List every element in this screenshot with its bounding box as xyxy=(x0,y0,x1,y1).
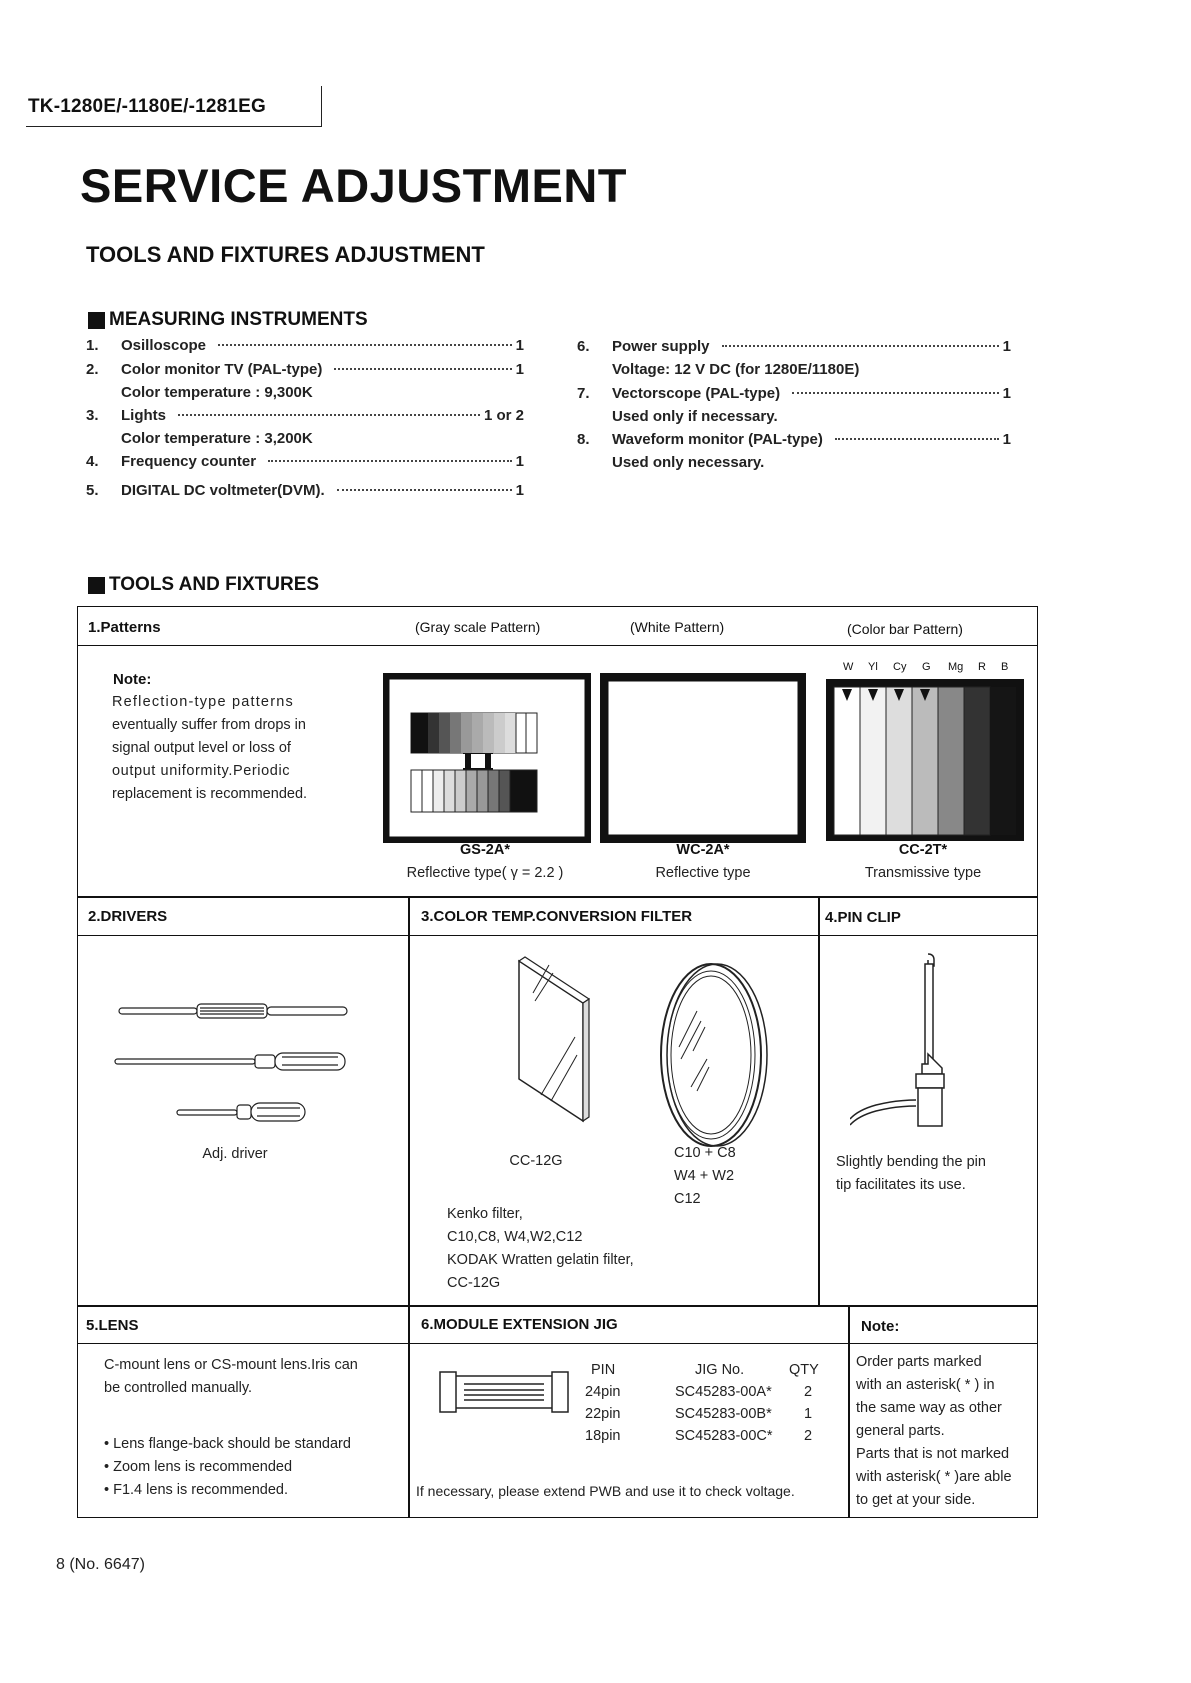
tools-heading-text: TOOLS AND FIXTURES xyxy=(109,574,320,595)
filter-description: Kenko filter, C10,C8, W4,W2,C12 KODAK Wratten gelatin filter, CC-12G xyxy=(447,1206,634,1291)
patterns-note-heading: Note: xyxy=(113,671,152,688)
page-title: SERVICE ADJUSTMENT xyxy=(80,159,627,212)
gs-code: GS-2A* xyxy=(460,842,510,858)
list-item: • F1.4 lens is recommended. xyxy=(104,1482,288,1498)
instrument-item: 4. Frequency counter 1 xyxy=(86,453,524,470)
filter-codes: C10 + C8 W4 + W2 C12 xyxy=(674,1145,736,1207)
drivers-title: 2.DRIVERS xyxy=(88,908,168,925)
header-rule xyxy=(26,126,322,127)
cc12g-label: CC-12G xyxy=(509,1153,563,1169)
order-note-title: Note: xyxy=(861,1318,900,1335)
order-note-text: Order parts marked with an asterisk( * ) in the same way as other general parts. Parts that is not marked with asterisk( * )are able to get at your side. xyxy=(856,1354,1012,1508)
jig-header-no: JIG No. xyxy=(695,1362,745,1378)
instrument-sub: Color temperature : 3,200K xyxy=(121,430,313,447)
table-row: 18pin xyxy=(585,1428,621,1444)
model-number: TK-1280E/-1180E/-1281EG xyxy=(28,96,267,117)
instrument-sub: Color temperature : 9,300K xyxy=(121,384,313,401)
jig-title: 6.MODULE EXTENSION JIG xyxy=(421,1316,618,1333)
table-row: 22pin xyxy=(585,1406,621,1422)
instrument-item: 1. Osilloscope 1 xyxy=(86,337,524,354)
pinclip-title: 4.PIN CLIP xyxy=(825,909,901,926)
color-bar-label: (Color bar Pattern) xyxy=(847,621,963,637)
tools-heading xyxy=(88,574,319,596)
round-filter-icon xyxy=(651,955,775,1155)
instrument-item: 2. Color monitor TV (PAL-type) 1 xyxy=(86,361,524,378)
instrument-item: 7. Vectorscope (PAL-type) 1 xyxy=(577,385,1011,402)
instrument-item: 5. DIGITAL DC voltmeter(DVM). 1 xyxy=(86,482,524,499)
table-row: 24pin xyxy=(585,1384,621,1400)
extension-jig-icon xyxy=(438,1368,570,1416)
jig-table: PIN JIG No. QTY 24pin SC45283-00A* 2 22pin SC45283-00B* 1 18pin SC45283-00C* 2 xyxy=(585,1362,819,1444)
patterns-note: Reflection-type patterns eventually suffer from drops in signal output level or loss of output uniformity.Periodic replacement is recommended. xyxy=(112,694,308,802)
wc-type: Reflective type xyxy=(655,865,751,881)
filter-title: 3.COLOR TEMP.CONVERSION FILTER xyxy=(421,908,693,925)
drivers-caption: Adj. driver xyxy=(202,1146,268,1162)
measuring-heading-text: MEASURING INSTRUMENTS xyxy=(109,309,368,330)
lens-title: 5.LENS xyxy=(86,1317,139,1334)
jig-header-pin: PIN xyxy=(591,1362,616,1378)
pin-clip-icon xyxy=(850,950,960,1135)
instrument-sub: Used only necessary. xyxy=(612,454,765,471)
instrument-sub: Voltage: 12 V DC (for 1280E/1180E) xyxy=(612,361,860,378)
list-item: • Zoom lens is recommended xyxy=(104,1459,293,1475)
lens-description: C-mount lens or CS-mount lens.Iris can be controlled manually. xyxy=(104,1357,358,1396)
gs-type: Reflective type( γ = 2.2 ) xyxy=(406,865,564,881)
page-number: 8 (No. 6647) xyxy=(56,1556,145,1573)
jig-header-qty: QTY xyxy=(789,1362,819,1378)
measuring-heading xyxy=(88,309,368,331)
white-pattern-image xyxy=(600,673,806,843)
square-filter-icon xyxy=(511,953,591,1123)
instrument-item: 6. Power supply 1 xyxy=(577,338,1011,355)
gray-scale-pattern-image xyxy=(383,673,591,843)
cc-code: CC-2T* xyxy=(898,842,948,858)
cc-type: Transmissive type xyxy=(864,865,982,881)
instrument-item: 3. Lights 1 or 2 xyxy=(86,407,524,424)
bullet-square-icon xyxy=(88,312,105,329)
header-rule-vertical xyxy=(321,86,322,126)
section-subtitle: TOOLS AND FIXTURES ADJUSTMENT xyxy=(86,242,485,267)
instrument-sub: Used only if necessary. xyxy=(612,408,778,425)
list-item: • Lens flange-back should be standard xyxy=(104,1436,351,1452)
jig-footer: If necessary, please extend PWB and use it to check voltage. xyxy=(416,1483,795,1499)
color-bar-pattern-image xyxy=(822,675,1028,845)
instrument-item: 8. Waveform monitor (PAL-type) 1 xyxy=(577,431,1011,448)
screwdriver-icon xyxy=(112,995,362,1125)
gray-scale-label: (Gray scale Pattern) xyxy=(415,619,541,635)
bullet-square-icon xyxy=(88,577,105,594)
pinclip-description: Slightly bending the pin tip facilitates its use. xyxy=(836,1154,986,1193)
wc-code: WC-2A* xyxy=(676,842,730,858)
white-pattern-label: (White Pattern) xyxy=(630,619,725,635)
patterns-title: 1.Patterns xyxy=(88,619,161,636)
lens-bullets xyxy=(104,1433,351,1502)
